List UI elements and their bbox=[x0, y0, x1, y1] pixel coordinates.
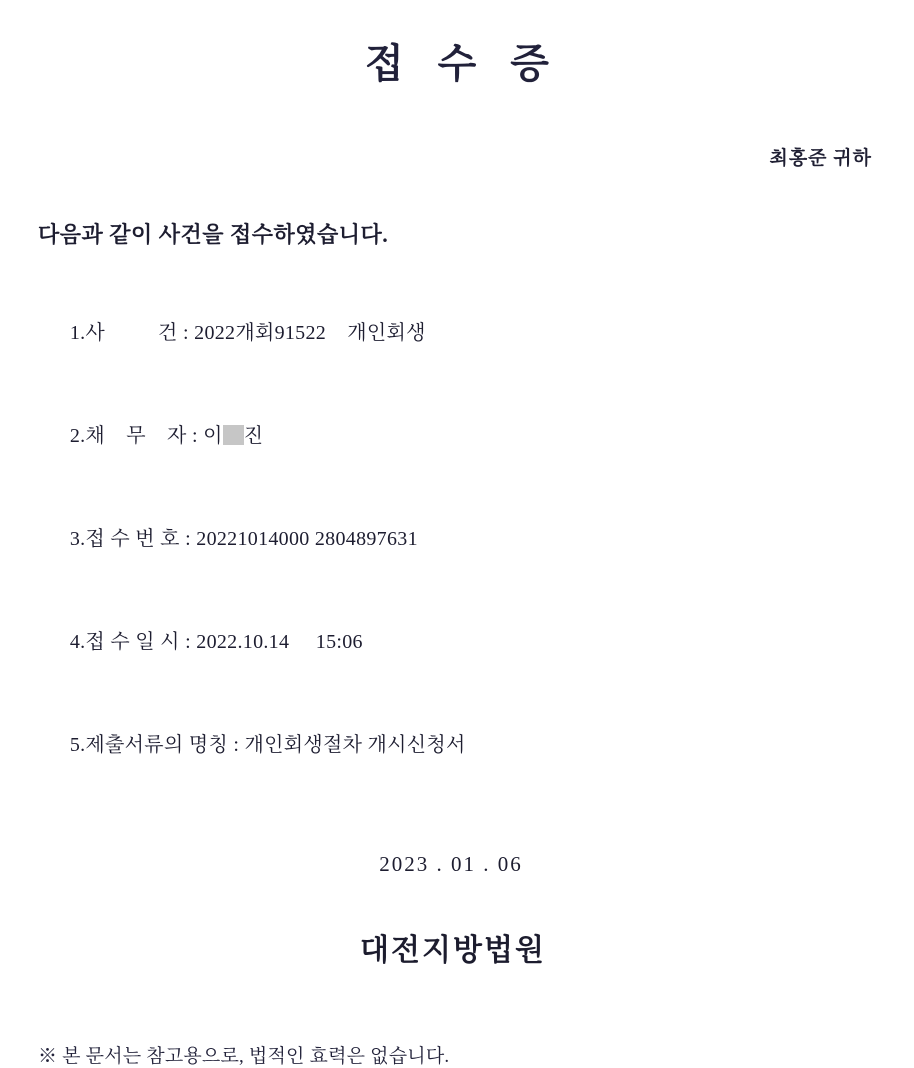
footnote-text: ※ 본 문서는 참고용으로, 법적인 효력은 없습니다. bbox=[38, 1046, 450, 1067]
list-item bbox=[38, 499, 914, 574]
recipient-line: 최홍준 귀하 bbox=[769, 148, 872, 169]
issue-date: 2023 . 01 . 06 bbox=[379, 852, 523, 876]
item-number: 3. bbox=[69, 528, 86, 550]
item-separator: : bbox=[179, 528, 197, 550]
item-label: 접 수 번 호 bbox=[85, 528, 180, 550]
item-value: 20221014000 2804897631 bbox=[196, 528, 418, 550]
item-separator: : bbox=[177, 322, 195, 344]
page-title: 접 수 증 bbox=[365, 41, 561, 86]
item-number: 2. bbox=[69, 425, 86, 447]
item-value: 개인회생절차 개시신청서 bbox=[244, 734, 466, 756]
list-item bbox=[38, 705, 914, 780]
item-value: 2022.10.14 15:06 bbox=[196, 631, 363, 653]
item-list bbox=[0, 293, 914, 780]
item-value: 2022개회91522 개인회생 bbox=[194, 322, 426, 344]
item-number: 4. bbox=[69, 631, 86, 653]
court-name: 대전지방법원 bbox=[360, 934, 546, 967]
item-value-before: 이 bbox=[203, 425, 223, 447]
item-separator: : bbox=[228, 734, 245, 756]
item-separator: : bbox=[186, 425, 204, 447]
intro-text: 다음과 같이 사건을 접수하였습니다. bbox=[38, 222, 389, 247]
item-separator: : bbox=[179, 631, 197, 653]
item-value-after: 진 bbox=[243, 425, 264, 447]
item-number: 1. bbox=[69, 322, 86, 344]
list-item bbox=[38, 293, 914, 368]
item-label: 채 무 자 bbox=[85, 425, 187, 447]
list-item bbox=[38, 602, 914, 677]
redaction-block bbox=[223, 425, 244, 445]
list-item bbox=[38, 396, 914, 471]
item-label: 사 건 bbox=[85, 322, 178, 344]
item-number: 5. bbox=[69, 734, 86, 756]
item-label: 제출서류의 명칭 bbox=[85, 734, 229, 756]
item-label: 접 수 일 시 bbox=[85, 631, 180, 653]
